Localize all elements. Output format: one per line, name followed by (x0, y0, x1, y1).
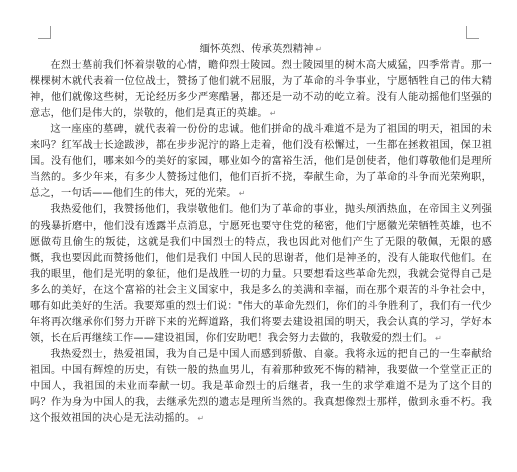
paragraph-text: 我热爱烈士，热爱祖国，我为自己是中国人而感到骄傲、自豪。我将永远的把自己的一生奉献给祖国。中国有辉煌的历史，有铁一般的热血男儿，有着那种致死不悔的精神，我要做一个堂堂正正的中国人，我祖国的未业而奉献一切。我是革命烈士的后继者，我一生的求学难道不是为了这个目的吗？作为身为中国人的我，去继承先烈的遗志是理所当然的。我真想像烈士那样，傲到永垂不朽。我这个报效祖国的决心是无法动摇的。 (30, 348, 492, 425)
paragraph-mark-icon: ↵ (435, 333, 443, 343)
paragraph-text: 我热爱他们，我赞扬他们，我崇敬他们。他们为了革命的事业，抛头颅洒热血，在帝国主义列强的残暴折磨中，他们没有透露半点消息，宁愿死也要守住党的秘密，他们宁愿徽光荣牺牲英雄，也不愿做苟且偷生的叛徒，这就是我们中国烈士的特点，我也因此对他们产生了无限的敬佩，无限的感慨，我也要因此而赞扬他们，他们是我们 中国人民的思谢者，他们是神圣的，没有人能取代他们。在我的眼里，他们是光明的象征，他们是战胜一切的力量。只要想看这些革命先烈，我就会觉得自己是多么的美好，在这个富裕的社会主义国家中，我是多么的美满和幸福，而在那个艰苦的斗争社会中，哪有如此美好的生活。我要郑重的烈士们说："伟大的革命先烈们，你们的斗争胜利了，我们有一代少年将再次继承你们努力开辟下来的光辉道路，我们将要去建设祖国的明天，我会认真的学习，学好本领，长在后再继续工作——建设祖国，你们安助吧！我会努力去做的，我敬爱的烈士们。 (30, 204, 492, 344)
crop-mark-top-left (38, 26, 51, 39)
document-title-text: 缅怀英烈、传承英烈精神 (199, 44, 314, 55)
document-body (30, 42, 492, 427)
paragraph-3 (30, 202, 492, 346)
paragraph-4 (30, 347, 492, 427)
paragraph-text: 在烈士墓前我们怀着崇敬的心情，瞻仰烈士陵园。烈士陵园里的树木高大威猛，四季常青。那一棵棵树木就代表着一位位战士，赞扬了他们就不屈服，为了革命的斗争事业，宁愿牺牲自己的伟大精神，他们就像这些树，无论经历多少严寒酷暑，都还是一动不动的屹立着。没有人能动摇他们坚强的意志，他们是伟大的，崇敬的，他们是真正的英雄。 (30, 60, 492, 120)
crop-mark-top-right (466, 26, 479, 39)
paragraph-mark-icon: ↵ (238, 189, 246, 199)
paragraph-text: 这一座座的墓碑，就代表着一份份的忠诚。他们拼命的战斗难道不是为了祖国的明天，祖国的未来吗？红军战士长途跋涉，都在步步泥泞的路上走着，他们没有松懈过，一生都在拯救祖国，保卫祖国。没有他们，哪来如今的美好的家园，哪业如今的富裕生活，他们是创使者，他们尊敬他们是理所当然的。多少年来，有多少人赞扬过他们，他们百折不挠，奉献生命，为了革命的斗争而光荣殉职，总之，一句话——他们生的伟大，死的光荣。 (30, 124, 492, 200)
paragraph-mark-icon: ↵ (269, 109, 277, 119)
paragraph-1 (30, 58, 492, 122)
paragraph-mark-icon: ↵ (197, 414, 205, 424)
paragraph-2 (30, 122, 492, 202)
document-title (30, 42, 492, 58)
paragraph-mark-icon: ↵ (315, 45, 323, 54)
